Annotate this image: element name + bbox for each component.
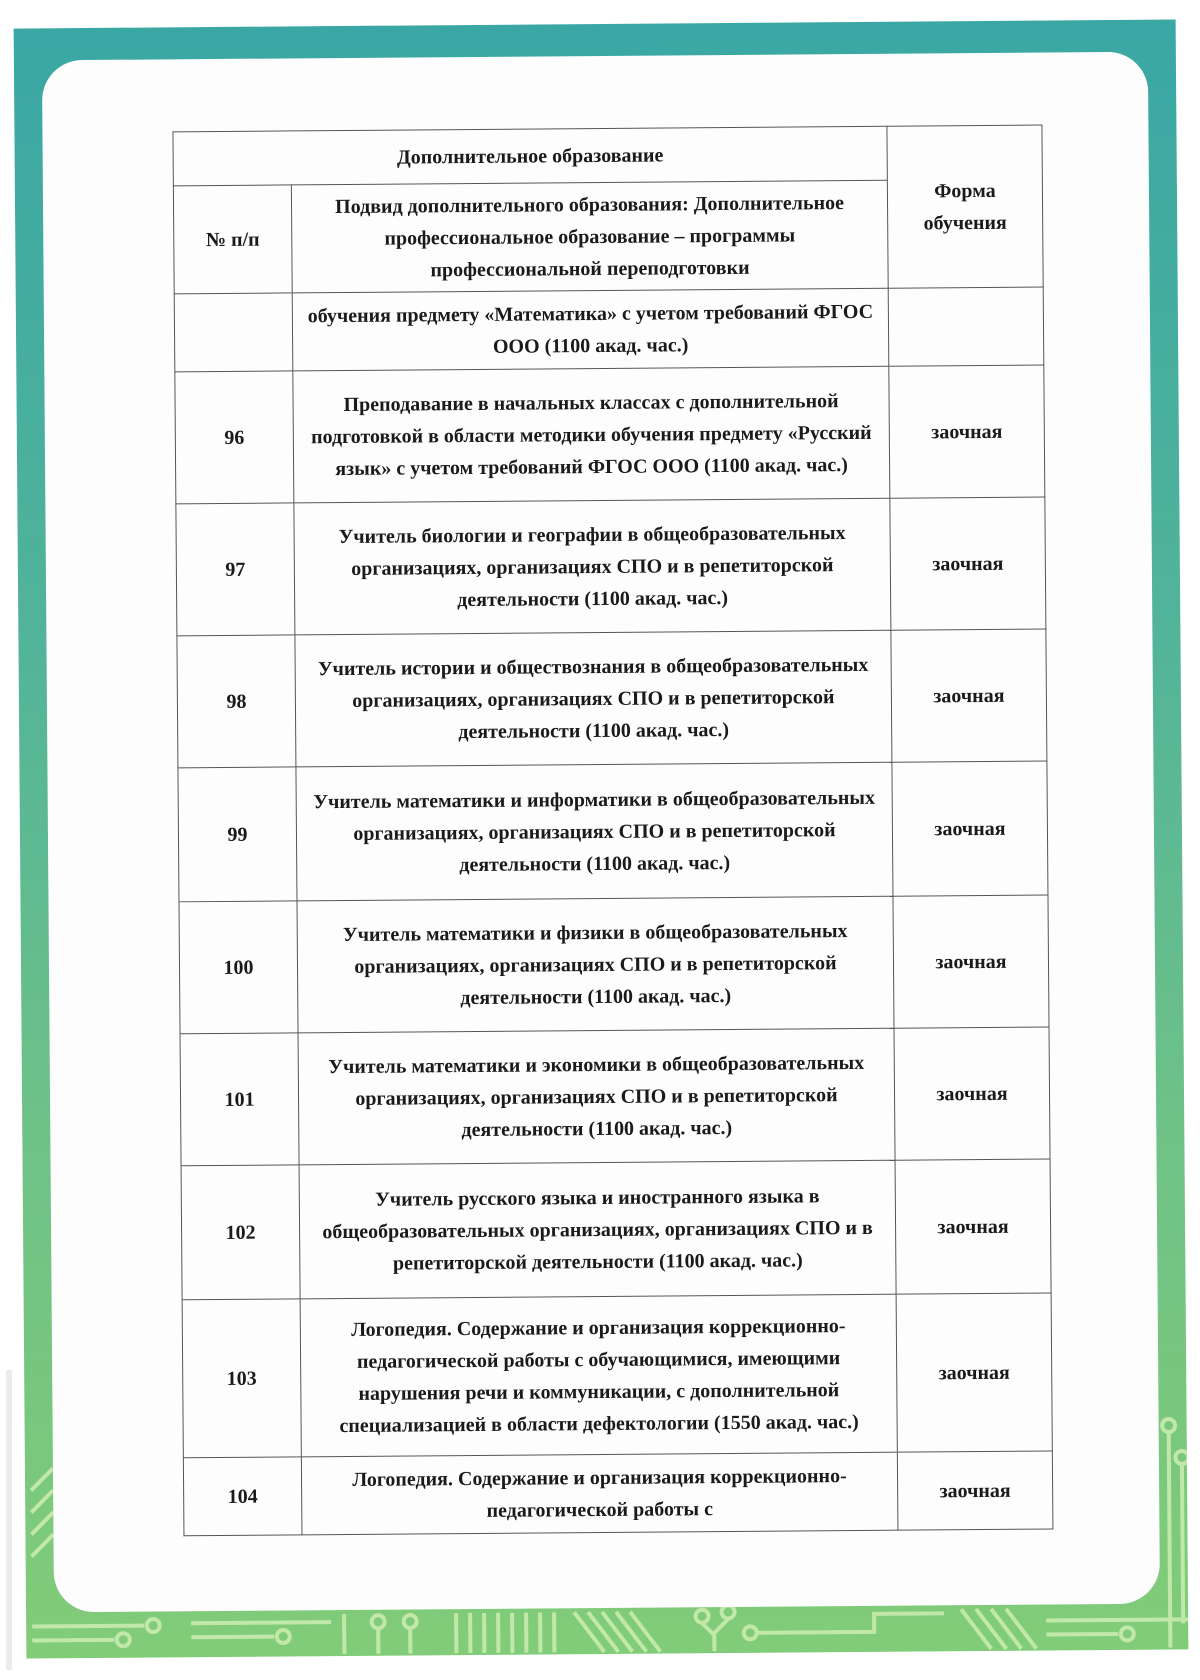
program-name: Учитель истории и обществознания в общеобразовательных организациях, организациях СПО и в репетиторской деятельности (1100 акад. час.) xyxy=(295,630,892,767)
circuit-pad xyxy=(1175,1451,1188,1464)
table-header xyxy=(173,125,1043,294)
scan-edge-artifact xyxy=(6,1370,12,1670)
study-form: заочная xyxy=(892,761,1048,896)
circuit-pad xyxy=(1162,1419,1175,1432)
row-number: 102 xyxy=(181,1165,300,1300)
study-form xyxy=(888,287,1044,366)
program-name: обучения предмету «Математика» с учетом требований ФГОС ООО (1100 акад. час.) xyxy=(292,288,889,371)
row-number: 97 xyxy=(176,503,295,636)
program-name: Логопедия. Содержание и организация коррекционно-педагогической работы с обучающимися, имеющими нарушения речи и коммуникации, с дополнительной специализацией в области дефектологии (1550 акад. час.) xyxy=(300,1294,897,1457)
table-body xyxy=(174,287,1053,1536)
column-header-form: Форма обучения xyxy=(887,125,1043,288)
program-name: Логопедия. Содержание и организация коррекционно-педагогической работы с xyxy=(301,1452,898,1535)
circuit-pad xyxy=(696,1610,709,1623)
circuit-pad xyxy=(722,1605,735,1618)
table-row xyxy=(182,1293,1052,1458)
circuit-trace-elbow xyxy=(757,1613,944,1632)
circuit-trace-diagonals-mid xyxy=(574,1612,660,1653)
table-row xyxy=(179,895,1049,1034)
program-name: Учитель русского языка и иностранного языка в общеобразовательных организациях, организациях СПО и в репетиторской деятельности (1100 акад. час.) xyxy=(299,1160,896,1299)
study-form: заочная xyxy=(893,895,1049,1028)
table-row xyxy=(181,1159,1051,1300)
circuit-pad xyxy=(117,1633,130,1646)
study-form: заочная xyxy=(897,1451,1053,1530)
row-number: 98 xyxy=(177,635,296,768)
row-number: 101 xyxy=(180,1033,299,1166)
program-name: Учитель математики и физики в общеобразовательных организациях, организациях СПО и в репетиторской деятельности (1100 акад. час.) xyxy=(297,896,894,1033)
circuit-trace-horizontals xyxy=(191,1614,344,1655)
circuit-trace-diagonals-right xyxy=(961,1609,1036,1650)
circuit-trace-stems xyxy=(378,1629,410,1654)
table-row xyxy=(183,1451,1053,1536)
circuit-trace-fork xyxy=(702,1619,728,1651)
circuit-trace-diagonals-left xyxy=(31,1468,54,1556)
row-number: 100 xyxy=(179,901,298,1034)
circuit-pad xyxy=(404,1615,417,1628)
table-row xyxy=(176,497,1046,636)
circuit-trace-stems-right xyxy=(1169,1432,1184,1647)
study-form: заочная xyxy=(889,365,1045,498)
row-number: 104 xyxy=(183,1457,302,1536)
row-number xyxy=(174,293,293,372)
program-name: Преподавание в начальных классах с дополнительной подготовкой в области методики обучения предмету «Русский язык» с учетом требований ФГОС ООО (1100 акад. час.) xyxy=(293,366,890,503)
table-row xyxy=(178,761,1048,902)
circuit-pad xyxy=(744,1626,757,1639)
table-row xyxy=(180,1027,1050,1166)
circuit-trace-horizontals-right xyxy=(1046,1619,1188,1634)
group-header-additional-education: Дополнительное образование xyxy=(173,126,887,186)
study-form: заочная xyxy=(890,497,1046,630)
circuit-trace-comb xyxy=(456,1612,554,1653)
row-number: 99 xyxy=(178,767,297,902)
circuit-pad xyxy=(277,1630,290,1643)
program-name: Учитель математики и информатики в общеобразовательных организациях, организациях СПО и в репетиторской деятельности (1100 акад. час.) xyxy=(296,762,893,901)
study-form: заочная xyxy=(894,1027,1050,1160)
study-form: заочная xyxy=(896,1293,1052,1452)
education-programs-table xyxy=(172,125,1053,1537)
circuit-pad xyxy=(1121,1627,1134,1640)
study-form: заочная xyxy=(891,629,1047,762)
table-row xyxy=(175,365,1045,504)
study-form: заочная xyxy=(895,1159,1051,1294)
column-header-num: № п/п xyxy=(173,185,292,294)
circuit-pad xyxy=(372,1615,385,1628)
row-number: 96 xyxy=(175,371,294,504)
table-row xyxy=(177,629,1047,768)
row-number: 103 xyxy=(182,1299,301,1458)
table-row xyxy=(174,287,1044,372)
circuit-pad xyxy=(147,1619,160,1632)
program-name: Учитель биологии и географии в общеобразовательных организациях, организациях СПО и в репетиторской деятельности (1100 акад. час.) xyxy=(294,498,891,635)
table-header-row-group xyxy=(173,125,1042,186)
column-header-program: Подвид дополнительного образования: Дополнительное профессиональное образование – программы профессиональной переподготовки xyxy=(291,180,888,293)
program-name: Учитель математики и экономики в общеобразовательных организациях, организациях СПО и в репетиторской деятельности (1100 акад. час.) xyxy=(298,1028,895,1165)
